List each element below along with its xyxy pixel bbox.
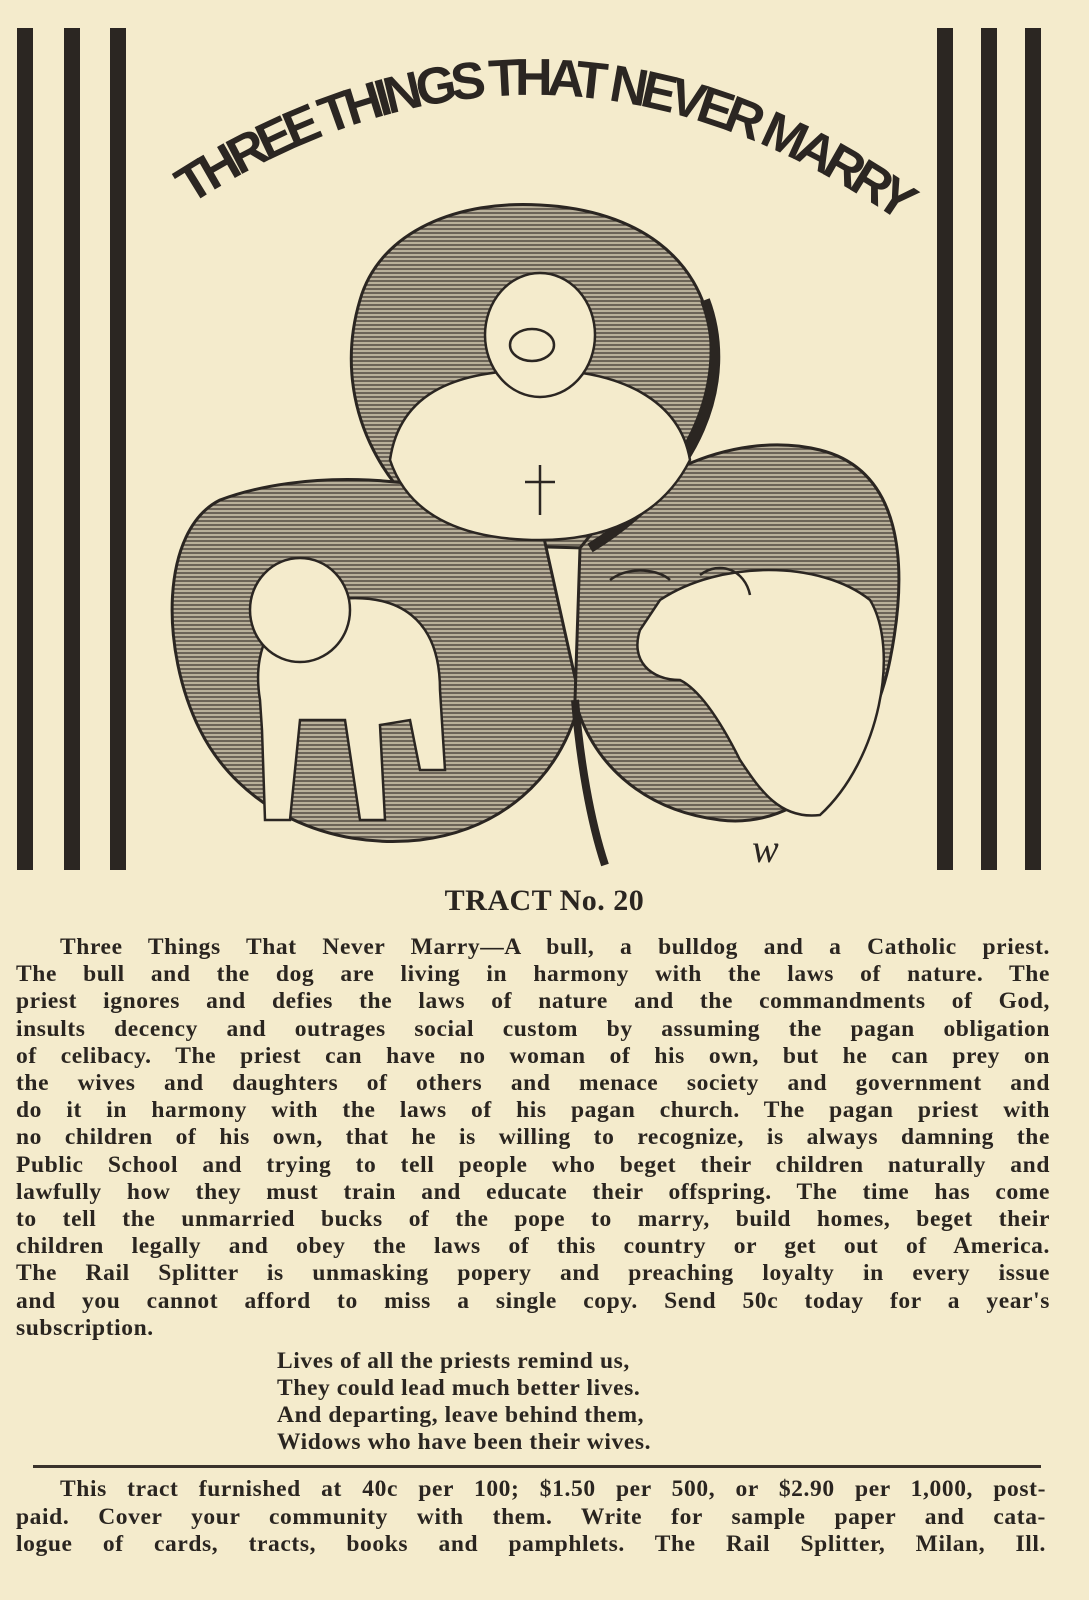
footer-line: paid. Cover your community with them. Write for sample paper and cata- bbox=[16, 1503, 1046, 1530]
body-text-line: insults decency and outrages social custom by assuming the pagan obligation bbox=[16, 1015, 1050, 1042]
poem-line: They could lead much better lives. bbox=[277, 1375, 641, 1401]
body-text-line: the wives and daughters of others and menace society and government and bbox=[16, 1070, 1050, 1097]
body-text-line: lawfully how they must train and educate their offspring. The time has come bbox=[16, 1178, 1050, 1205]
body-text-line: to tell the unmarried bucks of the pope to marry, build homes, beget their bbox=[16, 1206, 1050, 1233]
poem bbox=[277, 1348, 651, 1456]
body-text-line: priest ignores and defies the laws of nature and the commandments of God, bbox=[16, 988, 1050, 1015]
poem-line: Widows who have been their wives. bbox=[277, 1429, 652, 1455]
body-text-line: Public School and trying to tell people who beget their children naturally and bbox=[16, 1151, 1050, 1178]
poem-line: Lives of all the priests remind us, bbox=[277, 1348, 630, 1374]
body-text-line: subscription. bbox=[16, 1314, 154, 1341]
body-text-line: do it in harmony with the laws of his pagan church. The pagan priest with bbox=[16, 1097, 1050, 1124]
body-text-line: no children of his own, that he is willing to recognize, is always damning the bbox=[16, 1124, 1050, 1151]
artist-signature: w bbox=[752, 826, 779, 871]
body-text-line: of celibacy. The priest can have no woman of his own, but he can prey on bbox=[16, 1042, 1050, 1069]
footer-notice bbox=[16, 1476, 1046, 1559]
body-text-line: and you cannot afford to miss a single copy. Send 50c today for a year's bbox=[16, 1287, 1050, 1314]
footer-line: logue of cards, tracts, books and pamphlets. The Rail Splitter, Milan, Ill. bbox=[16, 1531, 1046, 1557]
divider-rule bbox=[33, 1465, 1041, 1468]
body-text-line: The bull and the dog are living in harmony with the laws of nature. The bbox=[16, 961, 1050, 988]
tract-title: TRACT No. 20 bbox=[444, 884, 645, 917]
poem-line: And departing, leave behind them, bbox=[277, 1402, 645, 1428]
body-text bbox=[16, 934, 1050, 1342]
body-text-line: children legally and obey the laws of this country or get out of America. bbox=[16, 1233, 1050, 1260]
body-text-line: Three Things That Never Marry—A bull, a bulldog and a Catholic priest. bbox=[60, 934, 1050, 960]
headline: THREE THINGS THAT NEVER MARRY bbox=[165, 48, 926, 232]
body-text-line: The Rail Splitter is unmasking popery and preaching loyalty in every issue bbox=[16, 1260, 1050, 1287]
footer-line: This tract furnished at 40c per 100; $1.50 per 500, or $2.90 per 1,000, post- bbox=[60, 1476, 1046, 1502]
